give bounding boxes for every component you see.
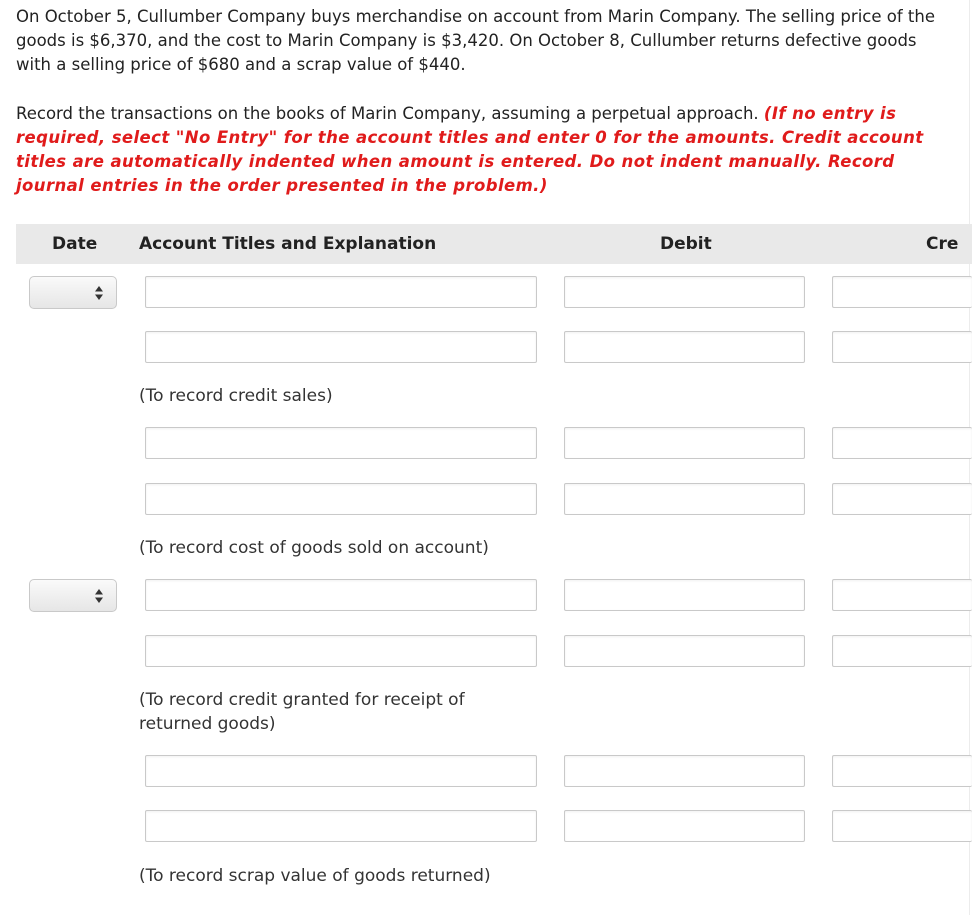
problem-statement: On October 5, Cullumber Company buys merchandise on account from Marin Company. The selling price of the goods is $6,370, and the cost to Marin Company is $3,420. On October 8, Cullumber returns defective goods with a selling price of $680 and a scrap value of $440.	[16, 7, 935, 74]
account-title-input[interactable]	[145, 810, 537, 842]
journal-table-header	[16, 224, 972, 264]
date-select-1[interactable]	[29, 276, 117, 309]
entry-explanation-4: (To record scrap value of goods returned)	[139, 866, 491, 886]
debit-input[interactable]	[564, 483, 805, 515]
credit-input[interactable]	[832, 810, 972, 842]
entry-explanation-3: (To record credit granted for receipt of returned goods)	[139, 690, 465, 734]
debit-input[interactable]	[564, 810, 805, 842]
account-title-input[interactable]	[145, 755, 537, 787]
credit-input[interactable]	[832, 579, 972, 611]
debit-input[interactable]	[564, 427, 805, 459]
instructions	[16, 102, 956, 198]
debit-input[interactable]	[564, 755, 805, 787]
account-title-input[interactable]	[145, 579, 537, 611]
credit-input[interactable]	[832, 276, 972, 308]
credit-input[interactable]	[832, 755, 972, 787]
date-select-2[interactable]	[29, 579, 117, 612]
account-title-input[interactable]	[145, 635, 537, 667]
header-debit: Debit	[660, 234, 712, 254]
debit-input[interactable]	[564, 276, 805, 308]
debit-input[interactable]	[564, 635, 805, 667]
account-title-input[interactable]	[145, 276, 537, 308]
header-account-titles: Account Titles and Explanation	[139, 234, 437, 254]
credit-input[interactable]	[832, 331, 972, 363]
debit-input[interactable]	[564, 579, 805, 611]
entry-explanation-2: (To record cost of goods sold on account)	[139, 538, 489, 558]
account-title-input[interactable]	[145, 483, 537, 515]
updown-arrow-icon	[94, 587, 104, 605]
account-title-input[interactable]	[145, 427, 537, 459]
account-title-input[interactable]	[145, 331, 537, 363]
debit-input[interactable]	[564, 331, 805, 363]
credit-input[interactable]	[832, 427, 972, 459]
header-credit: Cre	[926, 234, 959, 254]
instructions-lead: Record the transactions on the books of Marin Company, assuming a perpetual approach.	[16, 104, 759, 123]
credit-input[interactable]	[832, 483, 972, 515]
instructions-note: (If no entry is required, select "No Entry" for the account titles and enter 0 for the amounts. Credit account titles are automatically indented when amount is entered. Do not indent manually. Record journal entries in the order presented in the problem.)	[16, 104, 924, 195]
updown-arrow-icon	[94, 284, 104, 302]
credit-input[interactable]	[832, 635, 972, 667]
entry-explanation-1: (To record credit sales)	[139, 386, 333, 406]
header-date: Date	[52, 234, 98, 254]
